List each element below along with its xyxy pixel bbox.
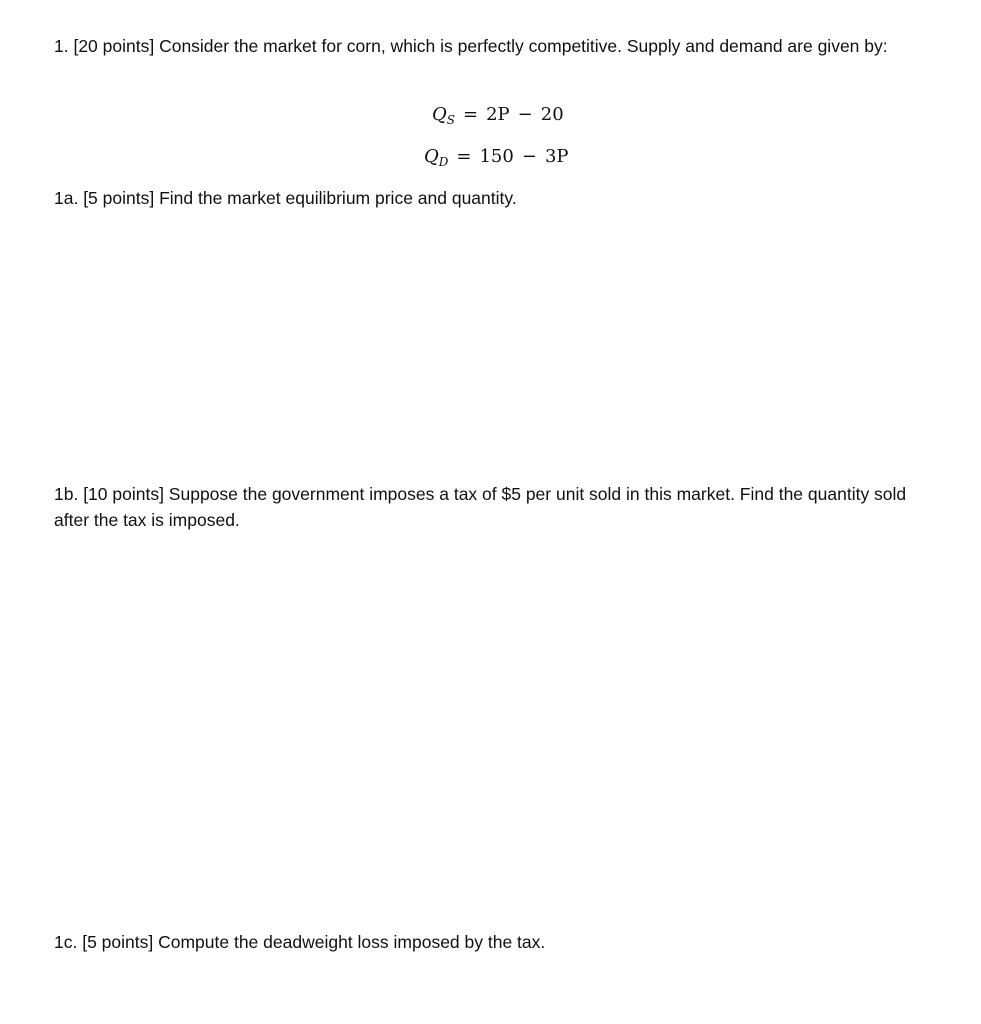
question-part-b: 1b. [10 points] Suppose the government imposes a tax of $5 per unit sold in this market. Find the quantity sold after the tax is imposed. (54, 484, 907, 530)
supply-lhs-sub: S (446, 113, 455, 127)
supply-minus: − (517, 104, 533, 125)
supply-term1: 2P (486, 104, 510, 125)
demand-equals: = (456, 146, 472, 167)
supply-equals: = (463, 104, 479, 125)
question-intro: 1. [20 points] Consider the market for corn, which is perfectly competitive. Supply and demand are given by: (54, 36, 888, 56)
supply-term2: 20 (540, 104, 564, 125)
demand-term1: 150 (479, 146, 514, 167)
question-part-a: 1a. [5 points] Find the market equilibrium price and quantity. (54, 188, 517, 208)
demand-term2: 3P (544, 146, 569, 167)
demand-lhs-sub: D (438, 155, 449, 169)
supply-lhs-var: Q (432, 104, 447, 125)
demand-lhs-var: Q (424, 146, 439, 167)
demand-minus: − (521, 146, 537, 167)
supply-equation (432, 104, 564, 131)
question-part-c: 1c. [5 points] Compute the deadweight loss imposed by the tax. (54, 932, 546, 952)
demand-equation (424, 146, 569, 173)
